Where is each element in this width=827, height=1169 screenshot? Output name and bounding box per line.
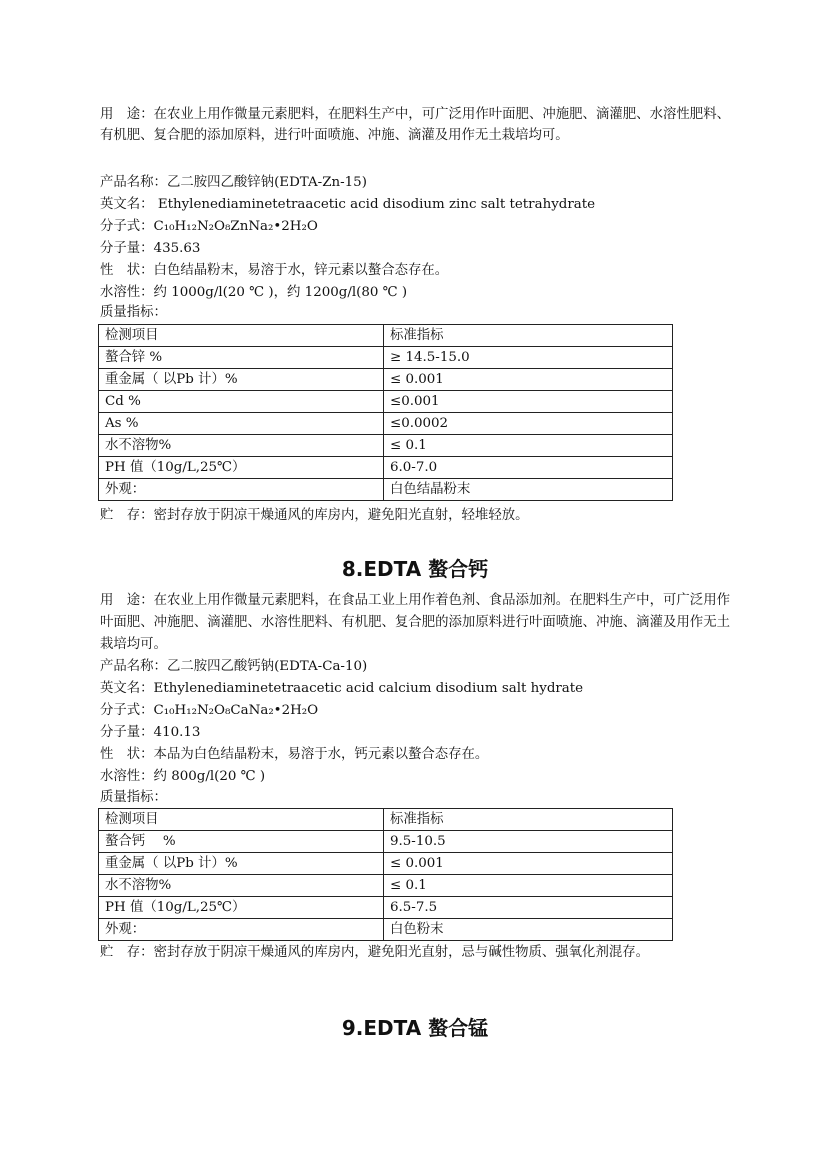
table-cell: ≥ 14.5-15.0: [384, 347, 673, 369]
table-header-row: [99, 809, 673, 831]
table-row: [99, 831, 673, 853]
table-row: [99, 435, 673, 457]
table-cell: 外观：: [99, 479, 384, 501]
table-cell: 6.5-7.5: [384, 897, 673, 919]
ca-quality-table: [98, 808, 673, 941]
zn-storage: 贮 存：密封存放于阴凉干燥通风的库房内，避免阳光直射，轻堆轻放。: [100, 508, 529, 523]
table-cell: 9.5-10.5: [384, 831, 673, 853]
zn-usage: 用 途：在农业上用作微量元素肥料，在肥料生产中，可广泛用作叶面肥、冲施肥、滴灌肥、水溶性肥料、有机肥、复合肥的添加原料，进行叶面喷施、冲施、滴灌及用作无土栽培均可。: [100, 107, 730, 143]
table-header-row: [99, 325, 673, 347]
table-cell: 外观：: [99, 919, 384, 941]
table-cell: 重金属（ 以Pb 计）%: [99, 369, 384, 391]
zn-formula: 分子式：C₁₀H₁₂N₂O₈ZnNa₂•2H₂O: [100, 219, 318, 234]
table-row: [99, 347, 673, 369]
ca-formula: 分子式：C₁₀H₁₂N₂O₈CaNa₂•2H₂O: [100, 703, 319, 718]
table-cell: 6.0-7.0: [384, 457, 673, 479]
section-heading-mn: 9.EDTA 螯合锰: [341, 1016, 489, 1040]
table-cell: ≤ 0.1: [384, 435, 673, 457]
ca-product-name: 产品名称：乙二胺四乙酸钙钠(EDTA-Ca-10): [100, 659, 368, 674]
zn-solubility: 水溶性：约 1000g/l(20 ℃ )，约 1200g/l(80 ℃ ): [100, 285, 408, 300]
table-cell: As %: [99, 413, 384, 435]
table-cell: 白色粉末: [384, 919, 673, 941]
table-row: [99, 413, 673, 435]
table-row: [99, 369, 673, 391]
ca-mol-weight: 分子量：410.13: [100, 725, 201, 740]
zn-property: 性 状：白色结晶粉末，易溶于水，锌元素以螯合态存在。: [100, 263, 449, 278]
table-row: [99, 457, 673, 479]
ca-storage: 贮 存：密封存放于阴凉干燥通风的库房内，避免阳光直射，忌与碱性物质、强氧化剂混存。: [100, 945, 650, 960]
ca-specs: [100, 656, 583, 808]
table-cell: ≤0.0002: [384, 413, 673, 435]
table-cell: 白色结晶粉末: [384, 479, 673, 501]
ca-english-name: 英文名：Ethylenediaminetetraacetic acid calcium disodium salt hydrate: [100, 681, 584, 696]
table-cell: PH 值（10g/L,25℃）: [99, 457, 384, 479]
table-cell: 螯合钙 %: [99, 831, 384, 853]
zn-quality-table: [98, 324, 673, 501]
table-row: [99, 919, 673, 941]
zn-quality-label: 质量指标：: [100, 305, 167, 320]
table-row: [99, 897, 673, 919]
table-cell: ≤ 0.1: [384, 875, 673, 897]
table-cell: 水不溶物%: [99, 435, 384, 457]
table-header-cell: 检测项目: [99, 809, 384, 831]
zn-product-name: 产品名称：乙二胺四乙酸锌钠(EDTA-Zn-15): [100, 175, 367, 190]
zn-specs: [100, 172, 595, 322]
table-row: [99, 479, 673, 501]
section-heading-ca: 8.EDTA 螯合钙: [341, 557, 489, 581]
table-cell: 螯合锌 %: [99, 347, 384, 369]
table-cell: ≤ 0.001: [384, 369, 673, 391]
ca-quality-label: 质量指标：: [100, 790, 167, 805]
table-header-cell: 标准指标: [384, 809, 673, 831]
table-row: [99, 853, 673, 875]
table-cell: PH 值（10g/L,25℃）: [99, 897, 384, 919]
ca-usage: 用 途：在农业上用作微量元素肥料，在食品工业上用作着色剂、食品添加剂。在肥料生产中，可广泛用作叶面肥、冲施肥、滴灌肥、水溶性肥料、有机肥、复合肥的添加原料进行叶面喷施、冲施、滴灌及用作无土栽培均可。: [100, 593, 730, 652]
table-cell: 重金属（ 以Pb 计）%: [99, 853, 384, 875]
table-cell: ≤ 0.001: [384, 853, 673, 875]
table-row: [99, 391, 673, 413]
table-cell: ≤0.001: [384, 391, 673, 413]
ca-property: 性 状：本品为白色结晶粉末，易溶于水，钙元素以螯合态存在。: [100, 747, 489, 762]
table-cell: 水不溶物%: [99, 875, 384, 897]
table-header-cell: 标准指标: [384, 325, 673, 347]
table-row: [99, 875, 673, 897]
table-header-cell: 检测项目: [99, 325, 384, 347]
table-cell: Cd %: [99, 391, 384, 413]
ca-solubility: 水溶性：约 800g/l(20 ℃ ): [100, 769, 266, 784]
zn-mol-weight: 分子量：435.63: [100, 241, 201, 256]
zn-english-name: 英文名： Ethylenediaminetetraacetic acid disodium zinc salt tetrahydrate: [100, 197, 596, 212]
